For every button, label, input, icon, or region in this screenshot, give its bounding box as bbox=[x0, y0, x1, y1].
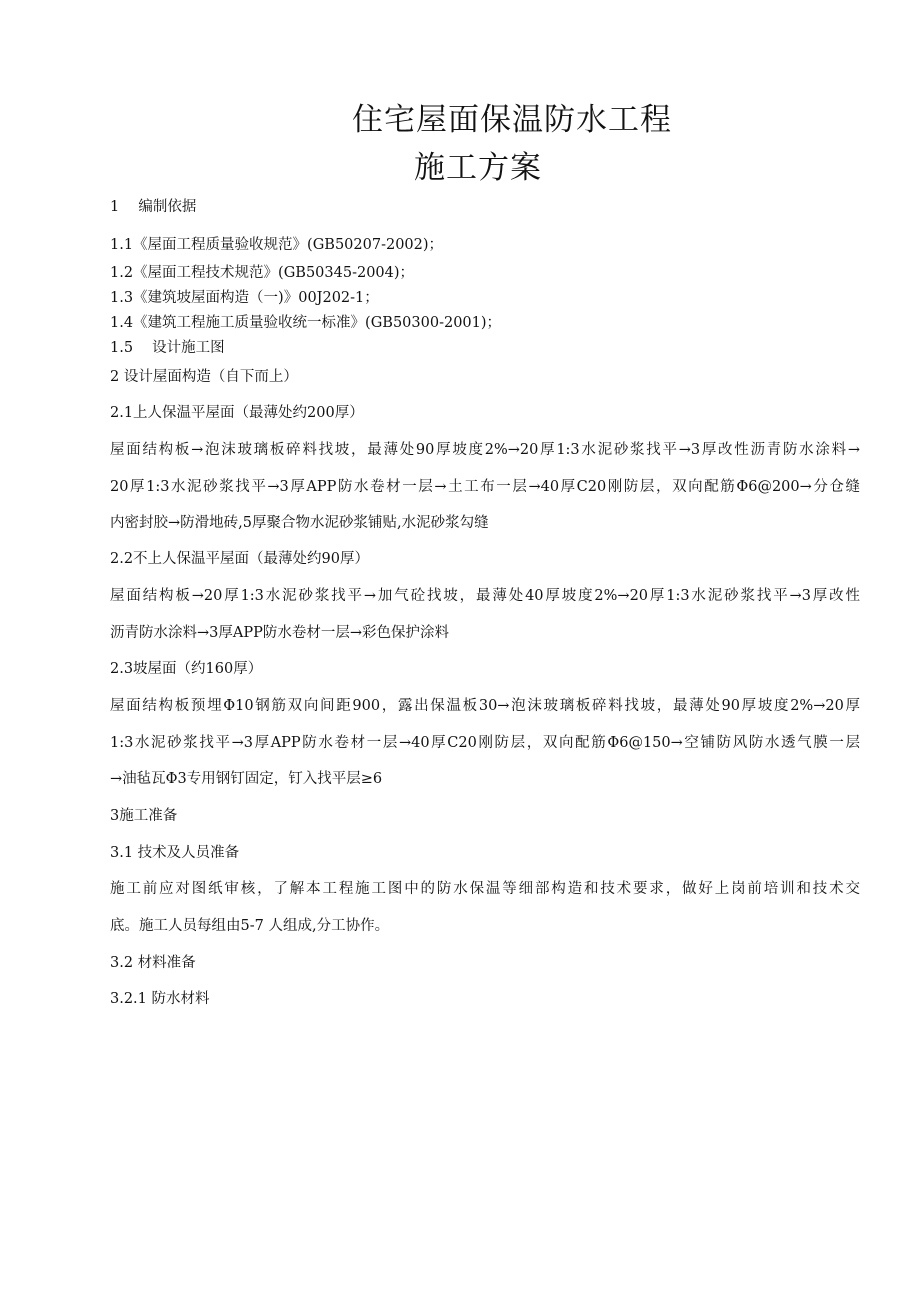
text-line: 2 设计屋面构造（自下而上） bbox=[110, 369, 298, 385]
text-line: 屋面结构板→泡沫玻璃板碎料找坡，最薄处90厚坡度2%→20厚1:3水泥砂浆找平→3厚改性沥青防水涂料→ bbox=[110, 442, 860, 458]
text-line: 3.1 技术及人员准备 bbox=[110, 845, 240, 861]
text-line: 1.1《屋面工程质量验收规范》(GB50207-2002)； bbox=[110, 237, 444, 253]
text-line: 2.3坡屋面（约160厚） bbox=[110, 661, 263, 677]
text-line: 1:3水泥砂浆找平→3厚APP防水卷材一层→40厚C20刚防层，双向配筋Φ6@150→空铺防风防水透气膜一层 bbox=[110, 735, 860, 751]
text-line: 20厚1:3水泥砂浆找平→3厚APP防水卷材一层→土工布一层→40厚C20刚防层，双向配筋Φ6@200→分仓缝 bbox=[110, 479, 860, 495]
text-line: 1.3《建筑坡屋面构造（一)》00J202-1； bbox=[110, 290, 379, 306]
text-line: 屋面结构板预埋Φ10钢筋双向间距900，露出保温板30→泡沫玻璃板碎料找坡，最薄处90厚坡度2%→20厚 bbox=[110, 698, 860, 714]
text-line: 1.2《屋面工程技术规范》(GB50345-2004)； bbox=[110, 265, 415, 281]
text-line: 3.2 材料准备 bbox=[110, 955, 196, 971]
text-line: 2.1上人保温平屋面（最薄处约200厚） bbox=[110, 405, 364, 421]
document-title: 住宅屋面保温防水工程 bbox=[352, 102, 672, 138]
text-line: 沥青防水涂料→3厚APP防水卷材一层→彩色保护涂料 bbox=[110, 625, 450, 641]
text-line: 内密封胶→防滑地砖,5厚聚合物水泥砂浆铺贴,水泥砂浆勾缝 bbox=[110, 515, 489, 531]
text-line: 底。施工人员每组由5-7 人组成,分工协作。 bbox=[110, 918, 390, 934]
text-line: 2.2不上人保温平屋面（最薄处约90厚） bbox=[110, 551, 370, 567]
text-line: 1.4《建筑工程施工质量验收统一标准》(GB50300-2001)； bbox=[110, 315, 502, 331]
text-line: 3施工准备 bbox=[110, 808, 178, 824]
document-subtitle: 施工方案 bbox=[414, 150, 542, 186]
text-line: 1.5 设计施工图 bbox=[110, 340, 225, 356]
text-line: 1 编制依据 bbox=[110, 199, 197, 215]
text-line: →油毡瓦Φ3专用钢钉固定，钉入找平层≥6 bbox=[110, 771, 383, 787]
text-line: 施工前应对图纸审核，了解本工程施工图中的防水保温等细部构造和技术要求，做好上岗前培训和技术交 bbox=[110, 881, 860, 897]
text-line: 屋面结构板→20厚1:3水泥砂浆找平→加气砼找坡，最薄处40厚坡度2%→20厚1:3水泥砂浆找平→3厚改性 bbox=[110, 588, 860, 604]
text-line: 3.2.1 防水材料 bbox=[110, 991, 210, 1007]
